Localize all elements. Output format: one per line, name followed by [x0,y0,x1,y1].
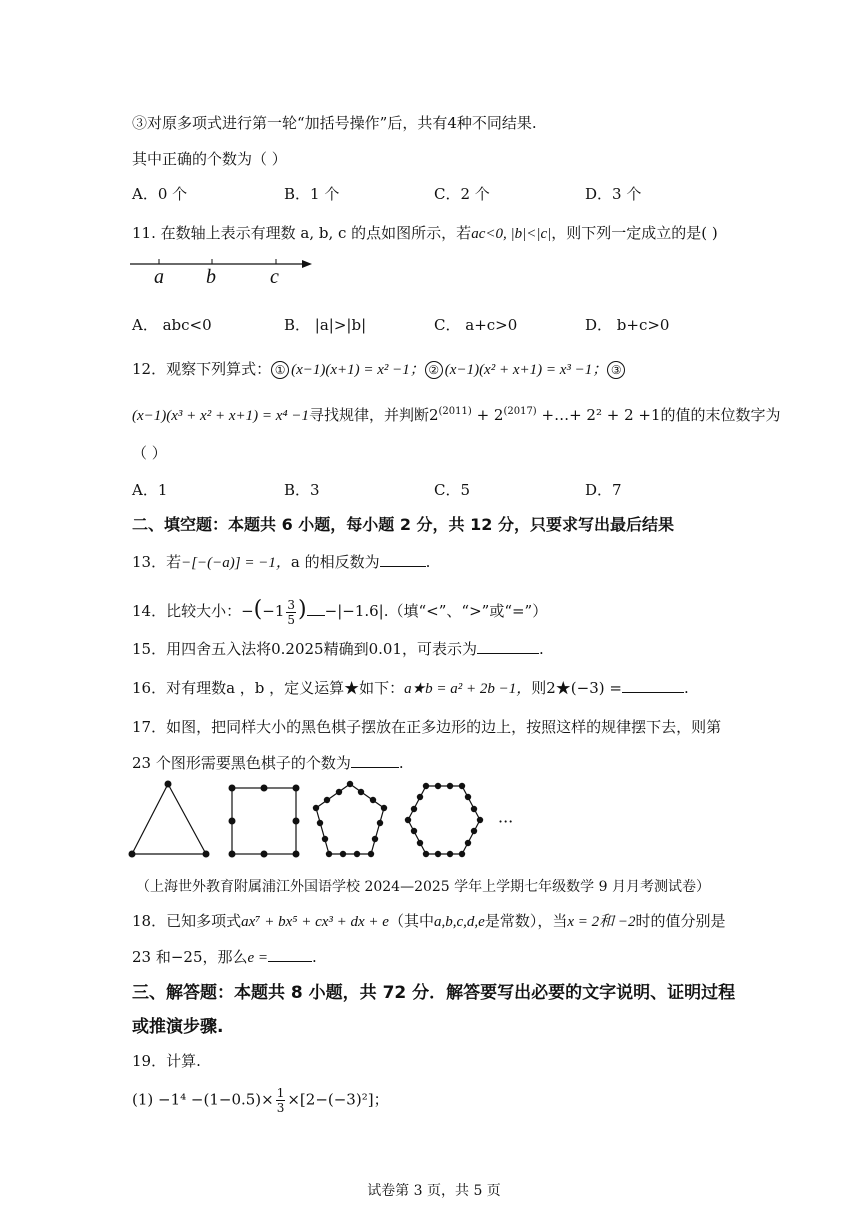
q12-stem-line2: (x−1)(x³ + x² + x+1) = x⁴ −1寻找规律，并判断$2^{(2011)} + 2^{(2017)}$ +…+ 2² + 2 +1的值的末位数字为 [132,406,781,424]
section-2-heading: 二、填空题：本题共 6 小题，每小题 2 分，共 12 分，只要求写出最后结果 [132,515,674,534]
answer-blank[interactable] [477,639,539,654]
q10-prompt: 其中正确的个数为（ ） [132,150,287,168]
circled-number-2: ② [425,361,443,379]
q10-option-c: C．2 个 [434,185,490,203]
circled-number-1: ① [271,361,289,379]
q12-option-b: B．3 [284,481,320,499]
answer-blank[interactable] [268,947,312,962]
q19-title: 19．计算. [132,1052,201,1070]
q11-option-b: B． |a|>|b| [284,316,367,334]
q16: 16．对有理数a ，b ，定义运算★如下：a★b = a² + 2b −1，则2★(−3) = . [132,679,689,697]
q10-option-a: A．0 个 [132,185,188,203]
square-figure [229,785,300,858]
q19-part1: (1) −1⁴ −(1−0.5)× $\frac{1}{3}$ ×[2−(−3)²]； [132,1086,389,1115]
q10-option-d: D．3 个 [585,185,642,203]
q18-line2: 23 和−25，那么e = . [132,948,317,966]
section-3-heading: 三、解答题：本题共 8 小题，共 72 分．解答要写出必要的文字说明、证明过程 [132,983,736,1003]
polygon-pattern-figure [126,780,546,870]
section-3-heading-cont: 或推演步骤. [132,1017,224,1037]
circled-number-3: ③ [132,114,148,132]
q10-item3: ③对原多项式进行第一轮“加括号操作”后，共有4种不同结果. [132,114,537,132]
answer-blank[interactable] [380,552,426,567]
q12-option-d: D．7 [585,481,622,499]
fraction-1-3: $\frac{1}{3}$ [276,1086,285,1115]
q12-option-c: C．5 [434,481,471,499]
answer-blank[interactable] [351,753,399,768]
number-line-label-b: b [206,266,216,288]
q11-option-c: C． a+c>0 [434,316,518,334]
triangle-figure [129,781,210,858]
q17-line1: 17．如图，把同样大小的黑色棋子摆放在正多边形的边上，按照这样的规律摆下去，则第 [132,718,722,736]
page-footer: 试卷第 3 页，共 5 页 [367,1183,501,1199]
number-line-label-a: a [154,266,164,288]
q13: 13．若−[−(−a)] = −1，a 的相反数为 . [132,553,431,571]
q11-stem: 11. 在数轴上表示有理数 a, b, c 的点如图所示，若ac<0, |b|<|c|，则下列一定成立的是( ) [132,224,718,242]
q11-option-a: A． abc<0 [132,316,212,334]
q18-line1: 18．已知多项式ax⁷ + bx⁵ + cx³ + dx + e（其中a,b,c,d,e是常数），当x = 2和 −2时的值分别是 [132,912,726,930]
q12-paren: （ ） [132,444,167,462]
fraction-3-5: $\frac{3}{5}$ [287,597,296,627]
source-note: （上海世外教育附属浦江外国语学校 2024—2025 学年上学期七年级数学 9 月月考测试卷） [136,879,710,895]
circled-number-3: ③ [607,361,625,379]
q12-stem-line1: 12．观察下列算式： ① (x−1)(x+1) = x² −1； ② (x−1)(x² + x+1) = x³ −1； ③ [132,358,627,379]
q10-option-b: B．1 个 [284,185,340,203]
q15: 15．用四舍五入法将0.2025精确到0.01，可表示为 . [132,640,544,658]
q12-option-a: A．1 [132,481,168,499]
pattern-ellipsis: ··· [498,812,514,831]
number-line-label-c: c [270,266,279,288]
answer-blank[interactable] [622,678,684,693]
hexagon-figure [405,783,483,857]
pentagon-figure [313,781,387,857]
q17-line2: 23 个图形需要黑色棋子的个数为 . [132,754,404,772]
q14: 14．比较大小：−(−1 $\frac{3}{5}$ ) −|−1.6|.（填“<”、“>”或“=”） [132,597,548,627]
answer-blank[interactable] [307,601,325,616]
q11-option-d: D． b+c>0 [585,316,670,334]
